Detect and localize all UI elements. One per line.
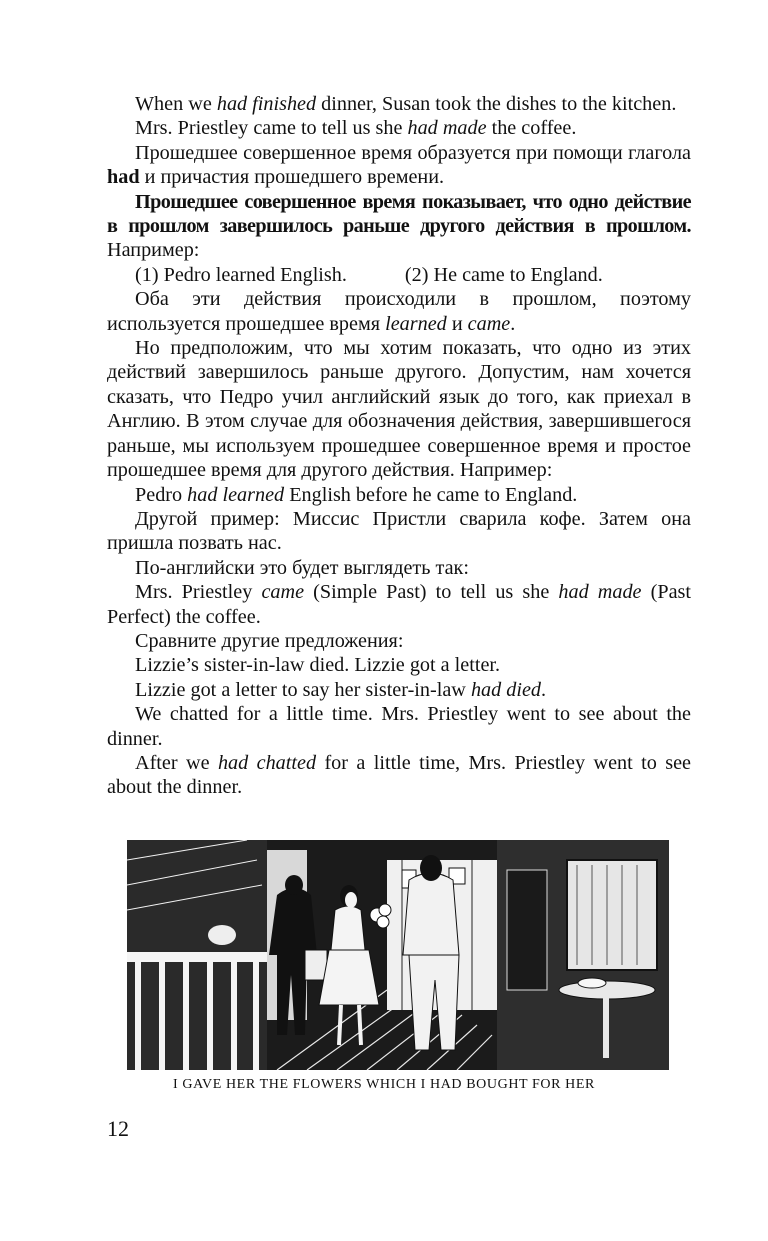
text-run: . — [510, 312, 516, 335]
italic-run: had made — [558, 581, 642, 604]
text-run: Сравните другие предложения: — [135, 629, 404, 652]
text-run: Mrs. Priestley came to tell us she — [135, 117, 408, 140]
page-number: 12 — [107, 1116, 129, 1141]
text-run: и причастия прошедшего времени. — [139, 166, 445, 189]
paragraph-p8 — [107, 483, 691, 507]
text-run: the coffee. — [486, 117, 577, 140]
bold-run: had — [107, 166, 140, 189]
text-run: We chatted for a little time. Mrs. Priestley went to see about the dinner. — [107, 703, 691, 750]
illustration — [127, 840, 669, 1070]
text-run: for a little time, Mrs. Priestley went to see about the dinner. — [107, 751, 692, 799]
italic-run: had learned — [187, 483, 285, 506]
paragraph-p14 — [107, 678, 691, 702]
paragraph-p16 — [107, 751, 691, 800]
paragraph-p3 — [107, 141, 691, 190]
text-run: Другой пример: Миссис Пристли сварила кофе. Затем она пришла позвать нас. — [107, 507, 691, 555]
paragraph-p11 — [107, 580, 691, 629]
text-run: After we — [135, 751, 218, 774]
paragraph-p2 — [107, 116, 691, 140]
paragraph-p5 — [107, 263, 691, 287]
paragraph-p4 — [107, 190, 691, 263]
text-run: Lizzie’s sister-in-law died. Lizzie got a letter. — [135, 654, 501, 677]
paragraph-p10 — [107, 556, 691, 580]
paragraph-p7 — [107, 336, 691, 482]
example-sentence-2: (2) He came to England. — [404, 263, 603, 286]
text-run: и — [446, 312, 468, 335]
italic-run: had chatted — [217, 751, 317, 774]
text-run: Pedro — [135, 483, 188, 506]
text-run: Прошедшее совершенное время образуется при помощи глагола — [135, 141, 691, 164]
paragraph-p1 — [107, 92, 691, 116]
body-text — [107, 92, 691, 800]
paragraph-p15 — [107, 702, 691, 751]
paragraph-p12 — [107, 629, 691, 653]
text-run: dinner, Susan took the dishes to the kitchen. — [316, 93, 677, 115]
text-run: Например: — [107, 239, 200, 262]
example-sentence-1: (1) Pedro learned English. — [135, 263, 347, 286]
text-run: When we — [135, 93, 217, 115]
italic-run: had died — [470, 678, 542, 701]
text-run: Lizzie got a letter to say her sister-in-law — [135, 678, 471, 701]
text-run: (Past Perfect) the coffee. — [107, 581, 692, 628]
italic-run: had finished — [216, 93, 317, 115]
text-run: Оба эти действия происходили в прошлом, поэтому используется прошедшее время — [107, 288, 691, 335]
illustration-caption: I GAVE HER THE FLOWERS WHICH I HAD BOUGHT FOR HER — [173, 1077, 595, 1092]
bold-run: Прошедшее совершенное время показывает, что одно действие в прошлом завершилось раньше другого действия в прошлом. — [107, 190, 691, 238]
text-run: . — [541, 678, 547, 701]
italic-run: learned — [385, 312, 447, 335]
text-run: По-английски это будет выглядеть так: — [135, 556, 469, 579]
paragraph-p13 — [107, 653, 691, 677]
text-run: English before he came to England. — [284, 483, 578, 506]
paragraph-p9 — [107, 507, 691, 556]
text-run: Но предположим, что мы хотим показать, что одно из этих действий завершилось раньше другого. Допустим, нам хочется сказать, что Педро учил английский язык до того, как приехал в Англию. В этом случае для обозначения действия, завершившегося раньше, мы используем прошедшее совершенное время и простое прошедшее время для другого действия. Например: — [107, 337, 691, 482]
paragraph-p6 — [107, 287, 691, 336]
illustration-drawing — [127, 840, 669, 1070]
text-run: (Simple Past) to tell us she — [304, 581, 559, 604]
italic-run: came — [261, 581, 305, 604]
italic-run: came — [467, 312, 511, 335]
italic-run: had made — [407, 117, 487, 140]
text-run: Mrs. Priestley — [135, 581, 262, 604]
